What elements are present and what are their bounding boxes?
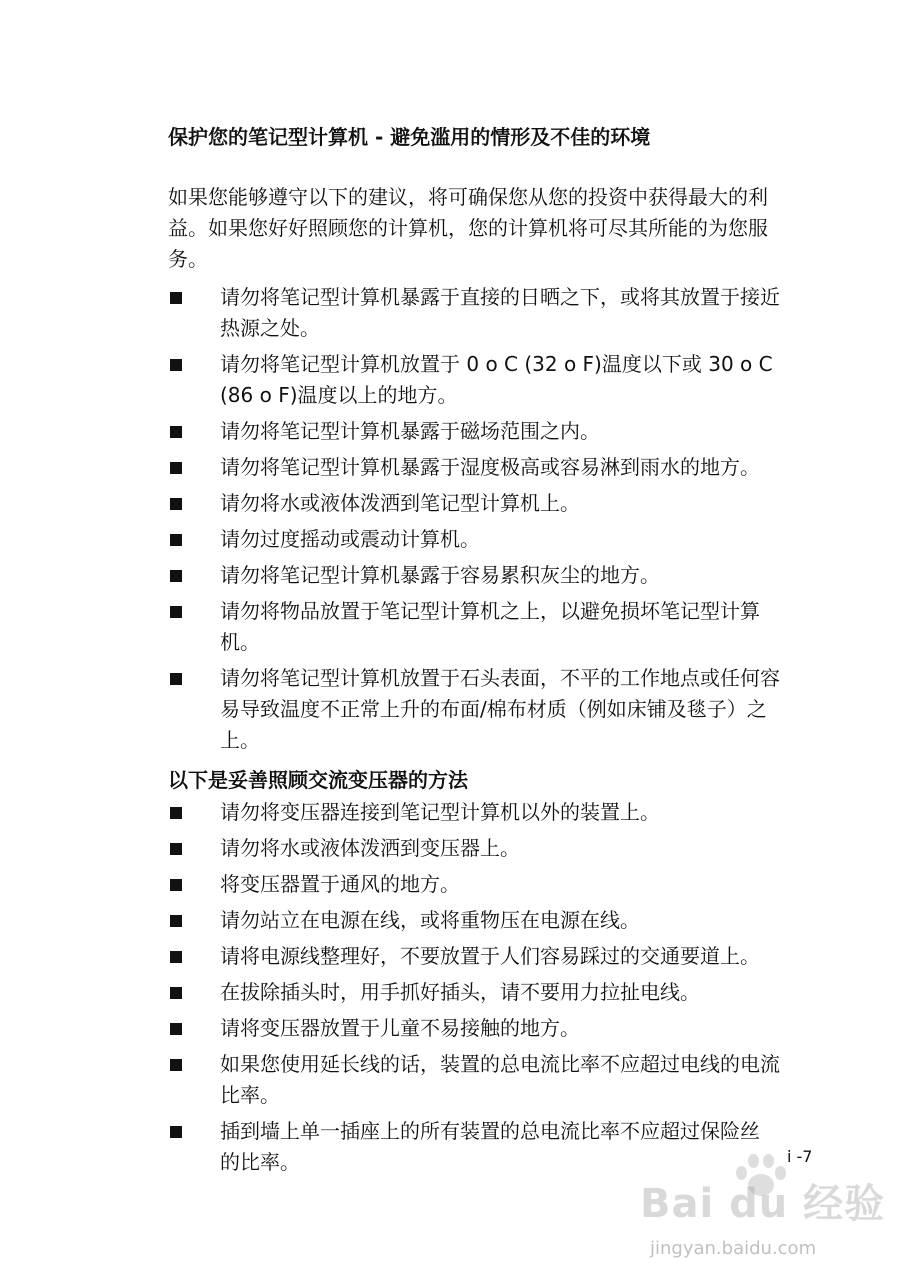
intro-paragraph [168,182,820,275]
list-item [168,560,820,591]
list-item [168,452,820,483]
square-bullet-icon [170,673,182,685]
page-number: i -7 [787,1147,813,1166]
square-bullet-icon [170,1023,182,1035]
list-item-line: 热源之处。 [220,316,320,340]
list-item-line: 将变压器置于通风的地方。 [220,872,460,896]
list-item-line: 请将电源线整理好，不要放置于人们容易踩过的交通要道上。 [220,944,760,968]
square-bullet-icon [170,1126,182,1138]
square-bullet-icon [170,359,182,371]
list-item [168,488,820,519]
list-item [168,663,820,756]
list-item-line: 上。 [220,728,260,752]
list-item-line: 请勿将笔记型计算机放置于石头表面，不平的工作地点或任何容 [220,666,780,690]
list-item-line: 在拔除插头时，用手抓好插头，请不要用力拉扯电线。 [220,980,700,1004]
list-item-line: 插到墙上单一插座上的所有装置的总电流比率不应超过保险丝 [220,1119,760,1143]
list-item [168,524,820,555]
list-item-line: 请勿将变压器连接到笔记型计算机以外的装置上。 [220,800,660,824]
list-item-line: 请勿将笔记型计算机放置于 0 o C (32 o F)温度以下或 30 o C [220,352,773,376]
list-item [168,977,820,1008]
list-item-line: 请将变压器放置于儿童不易接触的地方。 [220,1016,580,1040]
list-item-line: 请勿将水或液体泼洒到笔记型计算机上。 [220,491,580,515]
list-item-line: 请勿将笔记型计算机暴露于容易累积灰尘的地方。 [220,563,660,587]
square-bullet-icon [170,915,182,927]
list-item [168,905,820,936]
square-bullet-icon [170,843,182,855]
list-item-line: 请勿将笔记型计算机暴露于磁场范围之内。 [220,419,600,443]
square-bullet-icon [170,951,182,963]
intro-line: 益。如果您好好照顾您的计算机，您的计算机将可尽其所能的为您服 [168,216,768,240]
list-item-line: 机。 [220,630,260,654]
adapter-care-list [168,797,820,1183]
square-bullet-icon [170,462,182,474]
list-item [168,1013,820,1044]
square-bullet-icon [170,807,182,819]
square-bullet-icon [170,606,182,618]
square-bullet-icon [170,1059,182,1071]
adapter-care-heading: 以下是妥善照顾交流变压器的方法 [168,768,468,792]
list-item [168,869,820,900]
list-item [168,596,820,658]
list-item-line: 请勿将笔记型计算机暴露于湿度极高或容易淋到雨水的地方。 [220,455,760,479]
list-item-line: 请勿将水或液体泼洒到变压器上。 [220,836,520,860]
list-item [168,797,820,828]
square-bullet-icon [170,426,182,438]
list-item-line: 请勿站立在电源在线，或将重物压在电源在线。 [220,908,640,932]
list-item-line: 请勿过度摇动或震动计算机。 [220,527,480,551]
list-item [168,941,820,972]
square-bullet-icon [170,292,182,304]
list-item [168,833,820,864]
square-bullet-icon [170,987,182,999]
list-item-line: (86 o F)温度以上的地方。 [220,383,458,407]
square-bullet-icon [170,879,182,891]
watermark-brand: Bai du 经验 [640,1181,886,1227]
list-item [168,1049,820,1111]
square-bullet-icon [170,498,182,510]
list-item-line: 易导致温度不正常上升的布面/棉布材质（例如床铺及毯子）之 [220,697,767,721]
list-item-line: 比率。 [220,1083,280,1107]
list-item-line: 的比率。 [220,1150,300,1174]
page-title: 保护您的笔记型计算机 - 避免滥用的情形及不佳的环境 [168,125,651,149]
intro-line: 如果您能够遵守以下的建议，将可确保您从您的投资中获得最大的利 [168,185,768,209]
list-item-line: 如果您使用延长线的话，装置的总电流比率不应超过电线的电流 [220,1052,780,1076]
list-item [168,282,820,344]
intro-line: 务。 [168,247,208,271]
watermark-url: jingyan.baidu.com [650,1238,817,1259]
square-bullet-icon [170,570,182,582]
list-item [168,416,820,447]
list-item-line: 请勿将物品放置于笔记型计算机之上，以避免损坏笔记型计算 [220,599,760,623]
square-bullet-icon [170,534,182,546]
list-item-line: 请勿将笔记型计算机暴露于直接的日晒之下，或将其放置于接近 [220,285,780,309]
notebook-care-list [168,282,820,761]
baidu-watermark [640,1150,886,1270]
list-item [168,349,820,411]
